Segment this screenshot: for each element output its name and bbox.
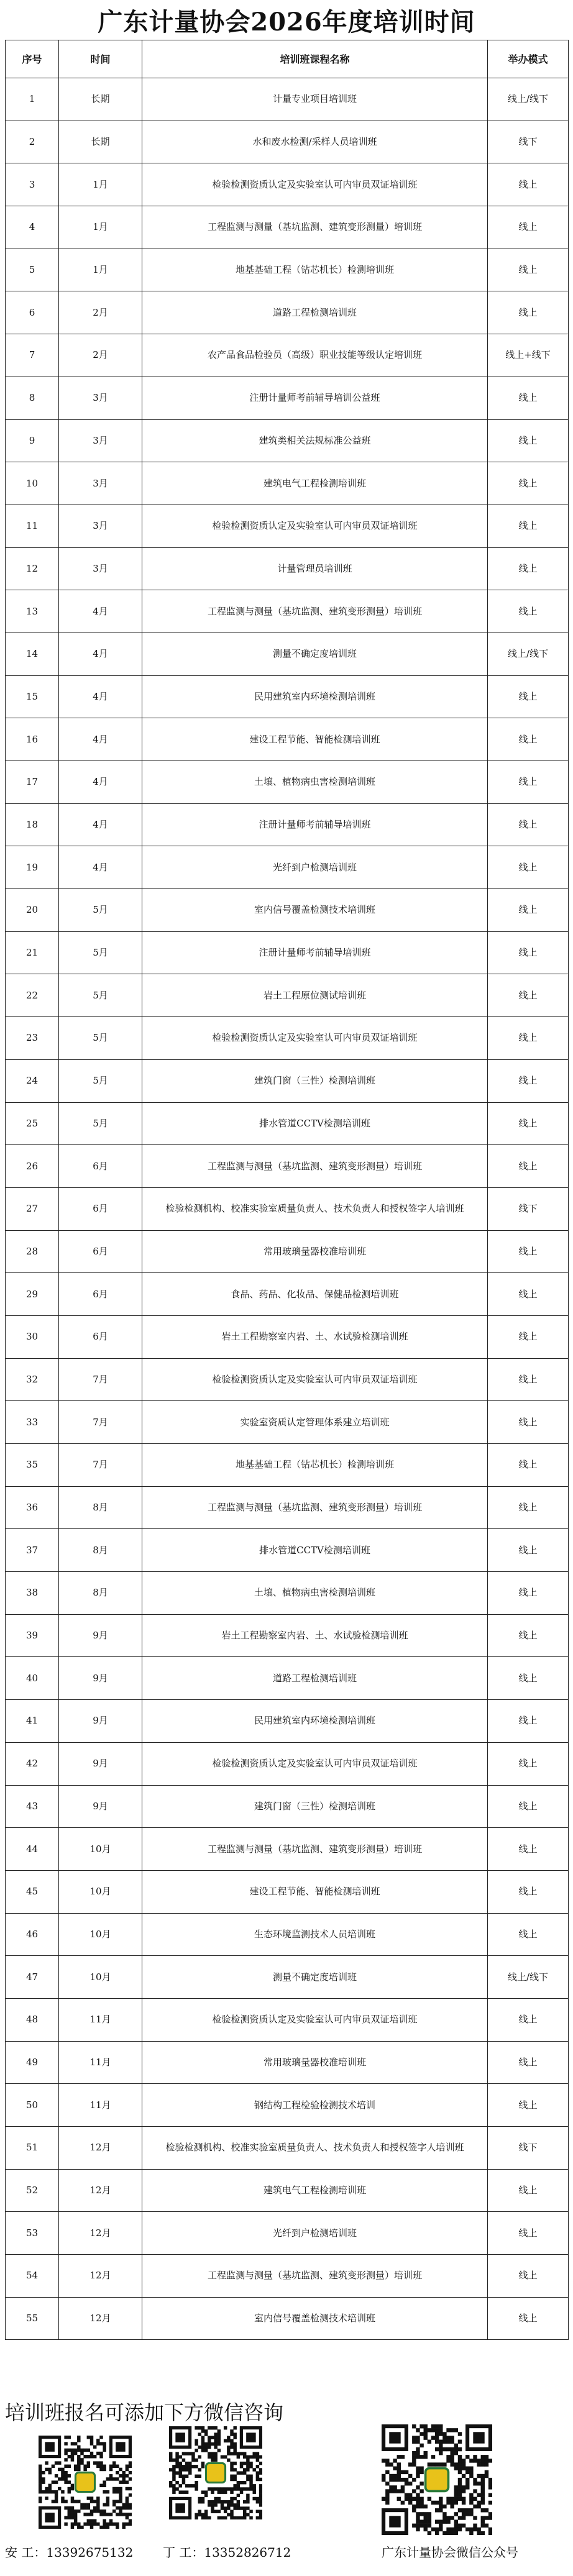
row-time: 8月 — [59, 1529, 142, 1572]
row-number: 39 — [6, 1614, 59, 1657]
row-mode: 线上 — [488, 1358, 569, 1401]
row-mode: 线上 — [488, 803, 569, 846]
table-row — [6, 1187, 569, 1230]
row-time: 5月 — [59, 889, 142, 932]
table-row — [6, 931, 569, 974]
column-header-course-name: 培训班课程名称 — [142, 40, 488, 78]
table-row — [6, 2212, 569, 2255]
row-number: 4 — [6, 206, 59, 249]
row-course-name: 常用玻璃量器校准培训班 — [142, 2041, 488, 2084]
table-row — [6, 1913, 569, 1956]
row-course-name: 检验检测资质认定及实验室认可内审员双证培训班 — [142, 1017, 488, 1060]
row-mode: 线上 — [488, 846, 569, 889]
table-row — [6, 761, 569, 804]
row-course-name: 计量管理员培训班 — [142, 547, 488, 590]
table-row — [6, 1102, 569, 1145]
table-row — [6, 334, 569, 377]
row-time: 10月 — [59, 1956, 142, 1999]
row-time: 4月 — [59, 633, 142, 675]
column-header-mode: 举办模式 — [488, 40, 569, 78]
row-course-name: 建设工程节能、智能检测培训班 — [142, 718, 488, 761]
row-time: 5月 — [59, 1059, 142, 1102]
table-row — [6, 1614, 569, 1657]
row-course-name: 工程监测与测量（基坑监测、建筑变形测量）培训班 — [142, 1145, 488, 1188]
row-time: 1月 — [59, 249, 142, 291]
row-time: 5月 — [59, 1102, 142, 1145]
row-time: 4月 — [59, 846, 142, 889]
row-number: 12 — [6, 547, 59, 590]
row-time: 8月 — [59, 1486, 142, 1529]
table-row — [6, 1785, 569, 1828]
wechat-qr-code-icon — [169, 2426, 262, 2519]
row-mode: 线上 — [488, 2084, 569, 2127]
table-row — [6, 2127, 569, 2170]
row-course-name: 建设工程节能、智能检测培训班 — [142, 1870, 488, 1913]
row-mode: 线上/线下 — [488, 78, 569, 121]
row-number: 3 — [6, 163, 59, 206]
contact-ding: 丁 工：13352826712 — [163, 2545, 291, 2560]
row-time: 6月 — [59, 1315, 142, 1358]
row-time: 长期 — [59, 121, 142, 163]
row-course-name: 岩土工程勘察室内岩、土、水试验检测培训班 — [142, 1315, 488, 1358]
row-number: 53 — [6, 2212, 59, 2255]
row-course-name: 民用建筑室内环境检测培训班 — [142, 675, 488, 718]
row-course-name: 土壤、植物病虫害检测培训班 — [142, 1572, 488, 1615]
table-row — [6, 1828, 569, 1871]
row-time: 6月 — [59, 1230, 142, 1273]
row-course-name: 注册计量师考前辅导培训班 — [142, 931, 488, 974]
table-row — [6, 2297, 569, 2340]
row-mode: 线上 — [488, 718, 569, 761]
row-time: 7月 — [59, 1401, 142, 1444]
row-mode: 线上 — [488, 1486, 569, 1529]
row-mode: 线上 — [488, 2255, 569, 2298]
row-mode: 线上 — [488, 206, 569, 249]
row-mode: 线上 — [488, 1572, 569, 1615]
row-course-name: 常用玻璃量器校准培训班 — [142, 1230, 488, 1273]
row-course-name: 岩土工程勘察室内岩、土、水试验检测培训班 — [142, 1614, 488, 1657]
row-number: 16 — [6, 718, 59, 761]
row-mode: 线上 — [488, 974, 569, 1017]
row-mode: 线上 — [488, 1102, 569, 1145]
row-time: 5月 — [59, 931, 142, 974]
row-time: 11月 — [59, 1998, 142, 2041]
row-time: 6月 — [59, 1187, 142, 1230]
row-number: 37 — [6, 1529, 59, 1572]
row-time: 9月 — [59, 1700, 142, 1743]
row-course-name: 排水管道CCTV检测培训班 — [142, 1529, 488, 1572]
row-course-name: 检验检测机构、校准实验室质量负责人、技术负责人和授权签字人培训班 — [142, 1187, 488, 1230]
row-time: 4月 — [59, 803, 142, 846]
row-course-name: 光纤到户检测培训班 — [142, 2212, 488, 2255]
row-time: 11月 — [59, 2041, 142, 2084]
row-mode: 线上 — [488, 1828, 569, 1871]
row-mode: 线上 — [488, 163, 569, 206]
row-number: 55 — [6, 2297, 59, 2340]
page-title: 广东计量协会2026年度培训时间 — [98, 7, 475, 37]
row-number: 36 — [6, 1486, 59, 1529]
row-number: 2 — [6, 121, 59, 163]
row-time: 10月 — [59, 1828, 142, 1871]
row-time: 12月 — [59, 2255, 142, 2298]
row-time: 4月 — [59, 675, 142, 718]
row-course-name: 食品、药品、化妆品、保健品检测培训班 — [142, 1273, 488, 1316]
row-mode: 线下 — [488, 121, 569, 163]
row-course-name: 工程监测与测量（基坑监测、建筑变形测量）培训班 — [142, 1486, 488, 1529]
row-course-name: 建筑门窗（三性）检测培训班 — [142, 1785, 488, 1828]
table-row — [6, 1742, 569, 1785]
row-number: 48 — [6, 1998, 59, 2041]
row-time: 3月 — [59, 547, 142, 590]
row-mode: 线上 — [488, 377, 569, 419]
row-mode: 线上 — [488, 1145, 569, 1188]
row-number: 18 — [6, 803, 59, 846]
table-header-row — [6, 40, 569, 78]
column-header-time: 时间 — [59, 40, 142, 78]
table-row — [6, 1486, 569, 1529]
row-mode: 线上 — [488, 2169, 569, 2212]
row-time: 12月 — [59, 2127, 142, 2170]
row-course-name: 工程监测与测量（基坑监测、建筑变形测量）培训班 — [142, 206, 488, 249]
row-time: 6月 — [59, 1273, 142, 1316]
row-time: 9月 — [59, 1657, 142, 1700]
row-course-name: 测量不确定度培训班 — [142, 1956, 488, 1999]
row-time: 3月 — [59, 419, 142, 462]
table-row — [6, 974, 569, 1017]
row-time: 6月 — [59, 1145, 142, 1188]
row-course-name: 地基基础工程（钻芯机长）检测培训班 — [142, 1444, 488, 1487]
row-time: 9月 — [59, 1742, 142, 1785]
table-row — [6, 1017, 569, 1060]
table-row — [6, 78, 569, 121]
row-mode: 线上 — [488, 761, 569, 804]
row-mode: 线上 — [488, 1998, 569, 2041]
footer-heading: 培训班报名可添加下方微信咨询 — [5, 2401, 284, 2424]
row-mode: 线上 — [488, 1230, 569, 1273]
row-time: 9月 — [59, 1785, 142, 1828]
row-mode: 线上 — [488, 1870, 569, 1913]
row-number: 43 — [6, 1785, 59, 1828]
row-course-name: 道路工程检测培训班 — [142, 1657, 488, 1700]
row-course-name: 土壤、植物病虫害检测培训班 — [142, 761, 488, 804]
row-course-name: 测量不确定度培训班 — [142, 633, 488, 675]
table-row — [6, 889, 569, 932]
contact-an: 安 工：13392675132 — [5, 2545, 134, 2560]
row-number: 11 — [6, 505, 59, 547]
row-time: 长期 — [59, 78, 142, 121]
contact-official-account: 广东计量协会微信公众号 — [382, 2545, 518, 2560]
row-number: 1 — [6, 78, 59, 121]
row-mode: 线上/线下 — [488, 633, 569, 675]
row-time: 7月 — [59, 1358, 142, 1401]
row-number: 44 — [6, 1828, 59, 1871]
row-course-name: 检验检测资质认定及实验室认可内审员双证培训班 — [142, 1358, 488, 1401]
table-row — [6, 2255, 569, 2298]
row-time: 5月 — [59, 1017, 142, 1060]
row-time: 12月 — [59, 2297, 142, 2340]
row-mode: 线上+线下 — [488, 334, 569, 377]
table-row — [6, 121, 569, 163]
table-row — [6, 1059, 569, 1102]
row-time: 10月 — [59, 1913, 142, 1956]
row-number: 8 — [6, 377, 59, 419]
row-course-name: 室内信号覆盖检测技术培训班 — [142, 889, 488, 932]
row-number: 35 — [6, 1444, 59, 1487]
row-number: 28 — [6, 1230, 59, 1273]
row-number: 42 — [6, 1742, 59, 1785]
row-time: 3月 — [59, 505, 142, 547]
row-course-name: 农产品食品检验员（高级）职业技能等级认定培训班 — [142, 334, 488, 377]
row-mode: 线上 — [488, 1913, 569, 1956]
row-mode: 线上 — [488, 675, 569, 718]
table-row — [6, 1870, 569, 1913]
row-number: 30 — [6, 1315, 59, 1358]
row-time: 11月 — [59, 2084, 142, 2127]
row-mode: 线上 — [488, 1444, 569, 1487]
column-header-number: 序号 — [6, 40, 59, 78]
row-time: 5月 — [59, 974, 142, 1017]
row-mode: 线上 — [488, 931, 569, 974]
row-time: 4月 — [59, 590, 142, 633]
row-time: 1月 — [59, 163, 142, 206]
row-course-name: 检验检测资质认定及实验室认可内审员双证培训班 — [142, 505, 488, 547]
row-number: 29 — [6, 1273, 59, 1316]
row-course-name: 建筑门窗（三性）检测培训班 — [142, 1059, 488, 1102]
table-row — [6, 2084, 569, 2127]
row-mode: 线上 — [488, 291, 569, 334]
row-mode: 线上 — [488, 249, 569, 291]
table-row — [6, 1315, 569, 1358]
table-row — [6, 1358, 569, 1401]
table-row — [6, 1956, 569, 1999]
table-row — [6, 163, 569, 206]
row-number: 15 — [6, 675, 59, 718]
table-row — [6, 633, 569, 675]
row-course-name: 建筑电气工程检测培训班 — [142, 2169, 488, 2212]
row-mode: 线上 — [488, 419, 569, 462]
row-number: 19 — [6, 846, 59, 889]
table-row — [6, 1572, 569, 1615]
row-number: 45 — [6, 1870, 59, 1913]
row-mode: 线上 — [488, 1315, 569, 1358]
row-course-name: 注册计量师考前辅导培训公益班 — [142, 377, 488, 419]
row-number: 17 — [6, 761, 59, 804]
row-time: 3月 — [59, 462, 142, 505]
row-time: 2月 — [59, 291, 142, 334]
row-number: 32 — [6, 1358, 59, 1401]
row-course-name: 注册计量师考前辅导培训班 — [142, 803, 488, 846]
row-mode: 线上 — [488, 1614, 569, 1657]
row-course-name: 检验检测资质认定及实验室认可内审员双证培训班 — [142, 1998, 488, 2041]
row-mode: 线上 — [488, 889, 569, 932]
row-mode: 线上 — [488, 1273, 569, 1316]
row-number: 24 — [6, 1059, 59, 1102]
row-number: 7 — [6, 334, 59, 377]
row-number: 20 — [6, 889, 59, 932]
table-row — [6, 505, 569, 547]
table-row — [6, 291, 569, 334]
table-row — [6, 590, 569, 633]
table-row — [6, 846, 569, 889]
table-row — [6, 1657, 569, 1700]
row-course-name: 生态环境监测技术人员培训班 — [142, 1913, 488, 1956]
row-course-name: 岩土工程原位测试培训班 — [142, 974, 488, 1017]
row-number: 33 — [6, 1401, 59, 1444]
row-time: 4月 — [59, 761, 142, 804]
row-time: 3月 — [59, 377, 142, 419]
row-number: 6 — [6, 291, 59, 334]
table-row — [6, 2041, 569, 2084]
row-mode: 线上 — [488, 1059, 569, 1102]
row-course-name: 排水管道CCTV检测培训班 — [142, 1102, 488, 1145]
row-mode: 线上 — [488, 590, 569, 633]
row-number: 22 — [6, 974, 59, 1017]
row-mode: 线上 — [488, 2212, 569, 2255]
row-mode: 线上 — [488, 1017, 569, 1060]
row-number: 13 — [6, 590, 59, 633]
row-mode: 线上 — [488, 1700, 569, 1743]
table-row — [6, 1998, 569, 2041]
table-row — [6, 419, 569, 462]
table-row — [6, 1444, 569, 1487]
row-course-name: 检验检测资质认定及实验室认可内审员双证培训班 — [142, 1742, 488, 1785]
row-mode: 线上 — [488, 2041, 569, 2084]
table-row — [6, 1273, 569, 1316]
wechat-official-account-qr-icon — [382, 2424, 492, 2535]
row-number: 46 — [6, 1913, 59, 1956]
row-mode: 线上/线下 — [488, 1956, 569, 1999]
row-mode: 线上 — [488, 1401, 569, 1444]
row-number: 10 — [6, 462, 59, 505]
row-number: 25 — [6, 1102, 59, 1145]
row-mode: 线下 — [488, 1187, 569, 1230]
row-time: 7月 — [59, 1444, 142, 1487]
row-number: 9 — [6, 419, 59, 462]
table-row — [6, 249, 569, 291]
row-number: 41 — [6, 1700, 59, 1743]
row-time: 10月 — [59, 1870, 142, 1913]
row-course-name: 工程监测与测量（基坑监测、建筑变形测量）培训班 — [142, 2255, 488, 2298]
table-row — [6, 1700, 569, 1743]
row-course-name: 民用建筑室内环境检测培训班 — [142, 1700, 488, 1743]
row-course-name: 建筑电气工程检测培训班 — [142, 462, 488, 505]
row-number: 40 — [6, 1657, 59, 1700]
row-number: 50 — [6, 2084, 59, 2127]
table-row — [6, 206, 569, 249]
table-row — [6, 1145, 569, 1188]
row-course-name: 实验室资质认定管理体系建立培训班 — [142, 1401, 488, 1444]
row-course-name: 检验检测机构、校准实验室质量负责人、技术负责人和授权签字人培训班 — [142, 2127, 488, 2170]
row-time: 1月 — [59, 206, 142, 249]
row-mode: 线上 — [488, 1657, 569, 1700]
wechat-qr-code-icon — [39, 2436, 132, 2529]
row-course-name: 计量专业项目培训班 — [142, 78, 488, 121]
row-number: 38 — [6, 1572, 59, 1615]
table-row — [6, 1230, 569, 1273]
row-time: 8月 — [59, 1572, 142, 1615]
table-row — [6, 718, 569, 761]
row-time: 9月 — [59, 1614, 142, 1657]
row-course-name: 工程监测与测量（基坑监测、建筑变形测量）培训班 — [142, 1828, 488, 1871]
schedule-rows — [6, 78, 569, 2340]
row-time: 12月 — [59, 2212, 142, 2255]
table-row — [6, 377, 569, 419]
table-row — [6, 803, 569, 846]
row-number: 47 — [6, 1956, 59, 1999]
row-course-name: 光纤到户检测培训班 — [142, 846, 488, 889]
row-course-name: 水和废水检测/采样人员培训班 — [142, 121, 488, 163]
table-row — [6, 675, 569, 718]
row-course-name: 地基基础工程（钻芯机长）检测培训班 — [142, 249, 488, 291]
row-number: 49 — [6, 2041, 59, 2084]
row-course-name: 室内信号覆盖检测技术培训班 — [142, 2297, 488, 2340]
row-mode: 线上 — [488, 1785, 569, 1828]
table-row — [6, 1401, 569, 1444]
row-number: 26 — [6, 1145, 59, 1188]
row-number: 14 — [6, 633, 59, 675]
table-row — [6, 2169, 569, 2212]
row-mode: 线上 — [488, 547, 569, 590]
row-course-name: 工程监测与测量（基坑监测、建筑变形测量）培训班 — [142, 590, 488, 633]
table-row — [6, 1529, 569, 1572]
row-number: 5 — [6, 249, 59, 291]
table-row — [6, 462, 569, 505]
row-number: 54 — [6, 2255, 59, 2298]
row-course-name: 建筑类相关法规标准公益班 — [142, 419, 488, 462]
schedule-table — [5, 40, 569, 2340]
row-course-name: 道路工程检测培训班 — [142, 291, 488, 334]
row-course-name: 钢结构工程检验检测技术培训 — [142, 2084, 488, 2127]
table-row — [6, 547, 569, 590]
row-mode: 线上 — [488, 2297, 569, 2340]
row-number: 23 — [6, 1017, 59, 1060]
row-number: 27 — [6, 1187, 59, 1230]
row-mode: 线上 — [488, 505, 569, 547]
row-time: 2月 — [59, 334, 142, 377]
row-number: 51 — [6, 2127, 59, 2170]
row-time: 12月 — [59, 2169, 142, 2212]
row-number: 52 — [6, 2169, 59, 2212]
row-course-name: 检验检测资质认定及实验室认可内审员双证培训班 — [142, 163, 488, 206]
row-mode: 线上 — [488, 1742, 569, 1785]
row-mode: 线下 — [488, 2127, 569, 2170]
row-mode: 线上 — [488, 462, 569, 505]
row-number: 21 — [6, 931, 59, 974]
row-mode: 线上 — [488, 1529, 569, 1572]
row-time: 4月 — [59, 718, 142, 761]
